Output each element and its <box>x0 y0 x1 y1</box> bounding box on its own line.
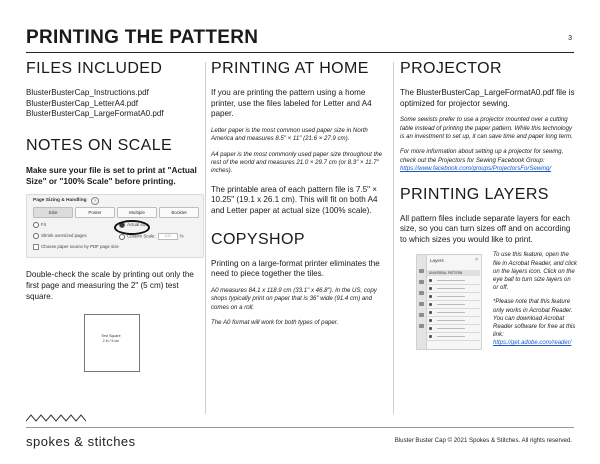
checkbox-icon <box>33 244 39 250</box>
column-right <box>400 60 578 381</box>
layer-name-bar <box>437 304 465 305</box>
projector-heading: PROJECTOR <box>400 60 502 77</box>
fit-option[interactable]: Fit <box>33 222 46 228</box>
brand-wave-icon <box>26 413 86 423</box>
tool-icon[interactable] <box>419 269 424 273</box>
layer-name-bar <box>437 288 465 289</box>
layer-name-bar <box>437 336 465 337</box>
copyshop-paragraph: Printing on a large-format printer eliminates the need to piece together the tiles. <box>211 258 380 279</box>
a4-note: A4 paper is the most commonly used paper size throughout the rest of the world and measures 21.0 × 29.7 cm (or 8.3" × 11.7" inches). <box>211 150 383 175</box>
layers-icon[interactable] <box>419 291 424 295</box>
acrobat-download-link[interactable]: https://get.adobe.com/reader/ <box>493 340 572 347</box>
column-middle <box>211 60 391 327</box>
radio-icon <box>33 233 39 239</box>
printing-at-home-heading: PRINTING AT HOME <box>211 60 369 77</box>
multiple-button[interactable]: Multiple <box>117 207 157 218</box>
layer-name-bar <box>437 320 465 321</box>
radio-icon <box>119 234 125 240</box>
paper-source-option[interactable]: Choose paper source by PDF page size <box>33 244 119 250</box>
home-paragraph: If you are printing the pattern using a home printer, use the files labeled for Letter and A4 paper. <box>211 88 372 119</box>
layers-caption <box>493 251 577 347</box>
projector-paragraph: The BlusterBusterCap_LargeFormatA0.pdf file is optimized for projector sewing. <box>400 88 575 108</box>
layer-row[interactable] <box>427 277 480 285</box>
column-left <box>26 60 202 372</box>
size-button[interactable]: Size <box>33 207 73 218</box>
test-square-label: Test Square 2 in / 5 cm <box>101 334 121 344</box>
custom-scale-input[interactable]: 100 <box>158 233 178 240</box>
test-square <box>84 314 140 372</box>
acrobat-note: *Please note that this feature only works in Acrobat Reader. You can download Acrobat Reader software for free at this link: https://get.adobe.com/reader/ <box>493 299 576 347</box>
eye-icon[interactable] <box>429 319 432 322</box>
tool-icon[interactable] <box>419 324 424 328</box>
close-icon[interactable]: × <box>475 257 478 264</box>
letter-note: Letter paper is the most common used paper size in North America and measures 8.5" × 11" (21.6 × 27.9 cm). <box>211 126 368 143</box>
copyshop-heading: COPYSHOP <box>211 230 305 248</box>
layers-paragraph: All pattern files include separate layers for each size, so you can turn sizes off and on according to which sizes you would like to print. <box>400 213 571 244</box>
page-title: PRINTING THE PATTERN <box>26 27 259 48</box>
layer-row[interactable] <box>427 309 480 317</box>
poster-button[interactable]: Poster <box>75 207 115 218</box>
panel-sidebar <box>417 255 427 349</box>
layer-row[interactable] <box>427 325 480 333</box>
brand-logo: spokes & stitches <box>26 434 136 449</box>
help-icon[interactable]: ? <box>91 197 99 205</box>
eye-icon[interactable] <box>429 295 432 298</box>
actual-size-option[interactable]: Actual size <box>119 222 148 228</box>
copyright-text: Bluster Buster Cap © 2021 Spokes & Stitches. All rights reserved. <box>394 437 572 444</box>
booklet-button[interactable]: Booklet <box>159 207 199 218</box>
a0-note: A0 measures 84.1 x 118.9 cm (33.1" x 46.8"). In the US, copy shops typically print on paper that is 36" wide (91.4 cm) and comes on a roll. <box>211 286 377 311</box>
eye-icon[interactable] <box>429 279 432 282</box>
layers-instructions: To use this feature, open the file in Acrobat Reader, and click on the layers icon. Click on the eye ball to turn size layers on or off. <box>493 252 577 292</box>
eye-icon[interactable] <box>429 311 432 314</box>
printing-layers-heading: PRINTING LAYERS <box>400 185 549 203</box>
eye-icon[interactable] <box>429 287 432 290</box>
tool-icon[interactable] <box>419 313 424 317</box>
a0-format-note: The A0 format will work for both types of paper. <box>211 319 339 326</box>
footer-rule <box>26 427 574 428</box>
radio-icon <box>33 222 39 228</box>
layer-row[interactable] <box>427 301 480 309</box>
facebook-group-link[interactable]: https://www.facebook.com/groups/ProjectorsForSewing/ <box>400 165 552 173</box>
eye-icon[interactable] <box>429 327 432 330</box>
column-divider <box>393 62 394 414</box>
scale-instructions: Double-check the scale by printing out only the first page and measuring the 2" (5 cm) test square. <box>26 270 194 301</box>
file-list <box>26 88 202 120</box>
layer-name-bar <box>437 312 465 313</box>
page-number: 3 <box>568 35 572 42</box>
file-item: BlusterBusterCap_LetterA4.pdf <box>26 98 139 108</box>
file-item: BlusterBusterCap_Instructions.pdf <box>26 88 149 97</box>
layer-row[interactable] <box>427 317 480 325</box>
layer-name-bar <box>437 296 465 297</box>
projector-group-note: For more information about setting up a projector for sewing, check out the Projectors for Sewing Facebook Group: https://www.facebook.com/groups/ProjectorsForSewing/ <box>400 148 564 173</box>
layer-row[interactable] <box>427 285 480 293</box>
layers-panel <box>416 254 482 350</box>
dialog-title: Page Sizing & Handling <box>33 198 87 204</box>
layer-row[interactable] <box>427 293 480 301</box>
layers-panel-title: Layers <box>430 258 444 264</box>
eye-icon[interactable] <box>429 303 432 306</box>
title-rule <box>26 52 574 53</box>
layer-name-bar <box>437 280 465 281</box>
column-divider <box>205 62 206 414</box>
layers-section <box>400 251 578 381</box>
projector-note: Some sewists prefer to use a projector mounted over a cutting table instead of printing the paper pattern. While this technology is an investment to set up, it can save time and paper long term. <box>400 116 573 140</box>
scale-warning: Make sure your file is set to print at "Actual Size" or "100% Scale" before printing. <box>26 164 197 186</box>
layers-group-header[interactable]: UNIVERSAL PATTERN <box>427 270 480 276</box>
layer-row[interactable] <box>427 333 480 341</box>
custom-scale-option[interactable]: Custom Scale: 100 % <box>119 233 183 240</box>
files-included-heading: FILES INCLUDED <box>26 60 163 77</box>
shrink-option[interactable]: Shrink oversized pages <box>33 233 87 239</box>
layer-name-bar <box>437 328 465 329</box>
tool-icon[interactable] <box>419 302 424 306</box>
printable-area-paragraph: The printable area of each pattern file is 7.5" × 10.25" (19.1 x 26.1 cm). This will fit on both A4 and Letter paper at actual size (100% scale). <box>211 184 378 215</box>
notes-on-scale-heading: NOTES ON SCALE <box>26 136 173 154</box>
tool-icon[interactable] <box>419 280 424 284</box>
eye-icon[interactable] <box>429 335 432 338</box>
page-sizing-dialog <box>26 194 204 258</box>
file-item: BlusterBusterCap_LargeFormatA0.pdf <box>26 109 164 119</box>
